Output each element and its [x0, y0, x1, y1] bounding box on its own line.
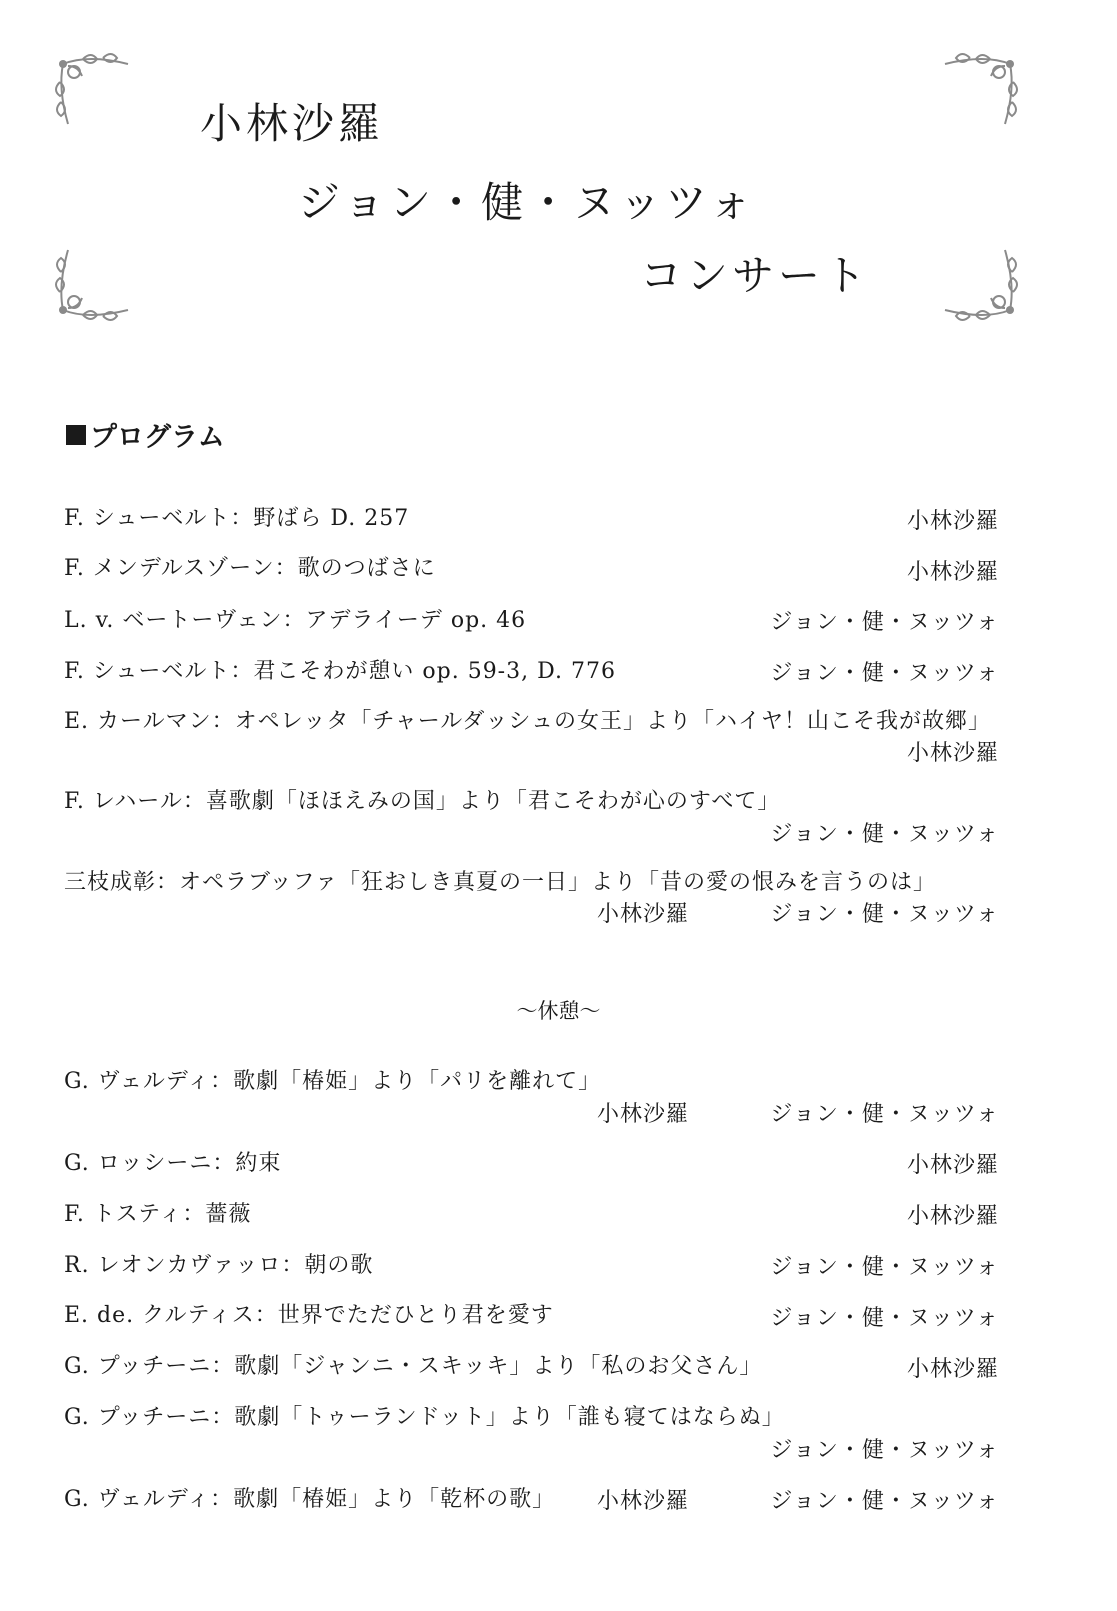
program-item-7-performer-1: 小林沙羅 [596, 902, 689, 927]
program-item-6-piece: F. レハール：喜歌劇「ほほえみの国」より「君こそわが心のすべて」 [64, 789, 781, 814]
program-item-8-piece: G. ヴェルディ：歌劇「椿姫」より「パリを離れて」 [64, 1069, 602, 1094]
program-item-8-performer-2: ジョン・健・ヌッツォ [770, 1102, 999, 1127]
program-item-13-piece: G. プッチーニ：歌劇「ジャンニ・スキッキ」より「私のお父さん」 [64, 1354, 763, 1379]
title-line-2: ジョン・健・ヌッツォ [298, 178, 756, 227]
ornament-bottom-right-icon [935, 240, 1025, 330]
program-item-8-performer-1: 小林沙羅 [596, 1102, 689, 1127]
program-item-7-piece: 三枝成彰：オペラブッファ「狂おしき真夏の一日」より「昔の愛の恨みを言うのは」 [64, 870, 937, 895]
program-item-5-piece: E. カールマン：オペレッタ「チャールダッシュの女王」より「ハイヤ！山こそ我が故郷」 [64, 709, 991, 734]
program-item-14-performer: ジョン・健・ヌッツォ [770, 1438, 999, 1463]
ornament-top-right-icon [935, 44, 1025, 134]
program-item-4-performer: ジョン・健・ヌッツォ [770, 661, 999, 686]
program-heading [66, 415, 225, 454]
program-item-3-piece: L. v. ベートーヴェン：アデライーデ op. 46 [64, 608, 527, 633]
program-item-9-piece: G. ロッシーニ：約束 [64, 1151, 282, 1176]
program-item-2-performer: 小林沙羅 [906, 560, 999, 585]
program-item-15-performer-2: ジョン・健・ヌッツォ [770, 1489, 999, 1514]
program-item-2-piece: F. メンデルスゾーン：歌のつばさに [64, 556, 436, 581]
program-item-12-piece: E. de. クルティス：世界でただひとり君を愛す [64, 1303, 554, 1328]
title-line-1: 小林沙羅 [200, 99, 385, 148]
program-item-11-performer: ジョン・健・ヌッツォ [770, 1255, 999, 1280]
program-item-13-performer: 小林沙羅 [906, 1357, 999, 1382]
program-item-12-performer: ジョン・健・ヌッツォ [770, 1306, 999, 1331]
program-item-6-performer: ジョン・健・ヌッツォ [770, 822, 999, 847]
program-item-9-performer: 小林沙羅 [906, 1153, 999, 1178]
program-item-5-performer: 小林沙羅 [906, 741, 999, 766]
ornament-bottom-left-icon [48, 240, 138, 330]
program-item-1-performer: 小林沙羅 [906, 509, 999, 534]
program-item-11-piece: R. レオンカヴァッロ：朝の歌 [64, 1253, 374, 1278]
program-item-3-performer: ジョン・健・ヌッツォ [770, 610, 999, 635]
program-heading-label: プログラム [90, 422, 225, 453]
program-item-10-piece: F. トスティ：薔薇 [64, 1202, 252, 1227]
intermission-label: 〜休憩〜 [516, 999, 601, 1023]
program-item-4-piece: F. シューベルト：君こそわが憩い op. 59-3, D. 776 [64, 659, 616, 684]
program-item-7-performer-2: ジョン・健・ヌッツォ [770, 902, 999, 927]
program-item-15-performer-1: 小林沙羅 [596, 1489, 689, 1514]
title-line-3: コンサート [640, 251, 871, 300]
program-item-15-piece: G. ヴェルディ：歌劇「椿姫」より「乾杯の歌」 [64, 1487, 556, 1512]
program-item-1-piece: F. シューベルト：野ばら D. 257 [64, 506, 410, 531]
program-item-14-piece: G. プッチーニ：歌劇「トゥーランドット」より「誰も寝てはならぬ」 [64, 1405, 785, 1430]
square-bullet-icon [66, 425, 86, 445]
ornament-top-left-icon [48, 44, 138, 134]
program-item-10-performer: 小林沙羅 [906, 1204, 999, 1229]
